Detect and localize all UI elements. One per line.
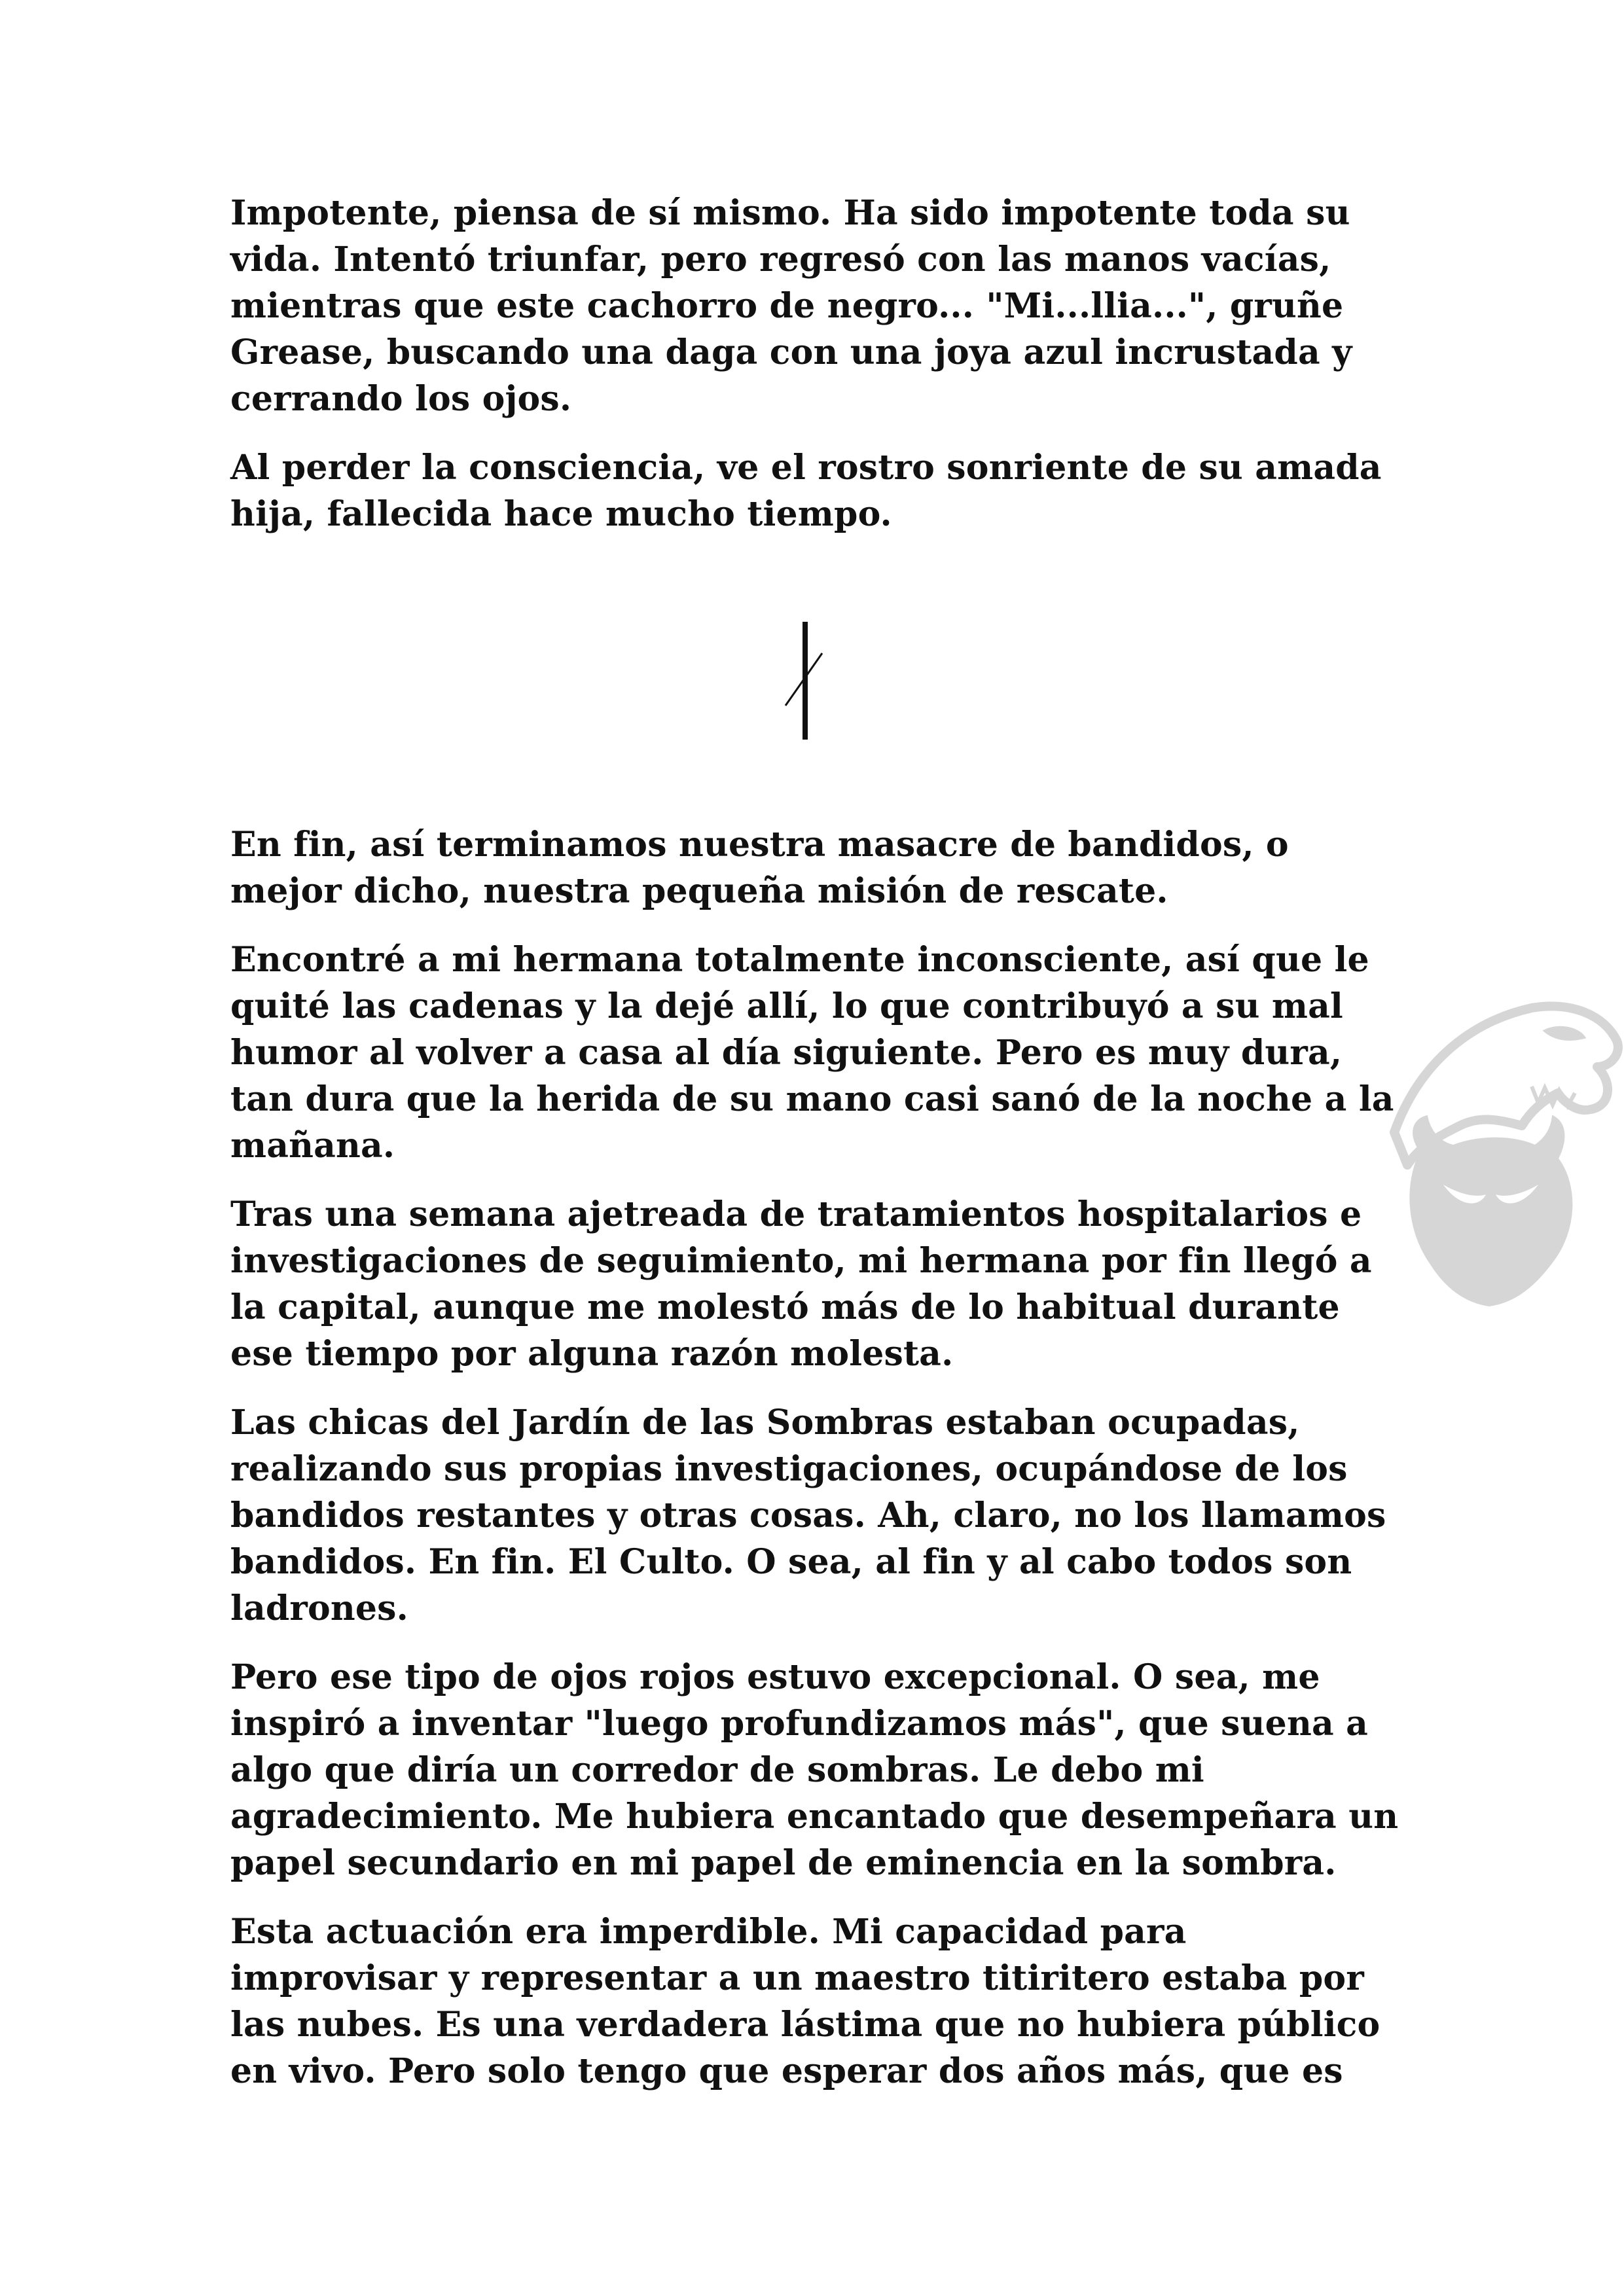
text-line: Grease, buscando una daga con una joya azul incrustada y — [230, 332, 1352, 372]
paragraph — [230, 821, 1409, 914]
text-line: Pero ese tipo de ojos rojos estuvo excepcional. O sea, me — [230, 1657, 1320, 1697]
paragraph — [230, 190, 1409, 422]
paragraph — [230, 1399, 1409, 1632]
text-line: Impotente, piensa de sí mismo. Ha sido impotente toda su — [230, 193, 1350, 233]
text-line: Las chicas del Jardín de las Sombras estaban ocupadas, — [230, 1403, 1300, 1443]
text-block-top — [230, 190, 1409, 560]
text-line: Esta actuación era imperdible. Mi capacidad para — [230, 1912, 1187, 1952]
text-line: humor al volver a casa al día siguiente. Pero es muy dura, — [230, 1033, 1343, 1073]
text-line: las nubes. Es una verdadera lástima que no hubiera público — [230, 2005, 1380, 2045]
text-line: mientras que este cachorro de negro... "Mi...llia...", gruñe — [230, 286, 1344, 326]
text-line: improvisar y representar a un maestro titiritero estaba por — [230, 1958, 1364, 1998]
text-line: inspiró a inventar "luego profundizamos más", que suena a — [230, 1704, 1369, 1744]
text-line: tan dura que la herida de su mano casi sanó de la noche a la — [230, 1079, 1394, 1119]
text-line: cerrando los ojos. — [230, 379, 572, 419]
paragraph — [230, 444, 1409, 537]
text-line: En fin, así terminamos nuestra masacre de bandidos, o — [230, 825, 1289, 865]
text-line: agradecimiento. Me hubiera encantado que desempeñara un — [230, 1797, 1399, 1837]
text-line: mañana. — [230, 1126, 395, 1166]
text-line: ese tiempo por alguna razón molesta. — [230, 1334, 954, 1374]
text-line: la capital, aunque me molestó más de lo habitual durante — [230, 1287, 1340, 1327]
paragraph — [230, 1654, 1409, 1886]
text-line: quité las cadenas y la dejé allí, lo que contribuyó a su mal — [230, 986, 1343, 1026]
text-line: hija, fallecida hace mucho tiempo. — [230, 494, 892, 534]
text-line: papel secundario en mi papel de eminencia en la sombra. — [230, 1843, 1337, 1883]
sword-separator-icon — [779, 622, 831, 740]
text-line: vida. Intentó triunfar, pero regresó con las manos vacías, — [230, 240, 1331, 279]
paragraph — [230, 1191, 1409, 1377]
text-line: Encontré a mi hermana totalmente inconsciente, así que le — [230, 940, 1369, 980]
text-line: Al perder la consciencia, ve el rostro sonriente de su amada — [230, 448, 1382, 488]
text-line: investigaciones de seguimiento, mi hermana por fin llegó a — [230, 1241, 1372, 1281]
text-line: en vivo. Pero solo tengo que esperar dos años más, que es — [230, 2051, 1343, 2091]
dinosaur-devil-watermark-icon — [1381, 969, 1623, 1309]
paragraph — [230, 937, 1409, 1169]
paragraph — [230, 1909, 1409, 2094]
text-block-bottom — [230, 821, 1409, 2117]
text-line: ladrones. — [230, 1588, 408, 1628]
text-line: bandidos. En fin. El Culto. O sea, al fin y al cabo todos son — [230, 1542, 1352, 1582]
text-line: Tras una semana ajetreada de tratamientos hospitalarios e — [230, 1194, 1362, 1234]
text-line: realizando sus propias investigaciones, ocupándose de los — [230, 1449, 1348, 1489]
text-line: algo que diría un corredor de sombras. Le debo mi — [230, 1750, 1204, 1790]
text-line: mejor dicho, nuestra pequeña misión de rescate. — [230, 871, 1168, 911]
text-line: bandidos restantes y otras cosas. Ah, claro, no los llamamos — [230, 1496, 1386, 1535]
